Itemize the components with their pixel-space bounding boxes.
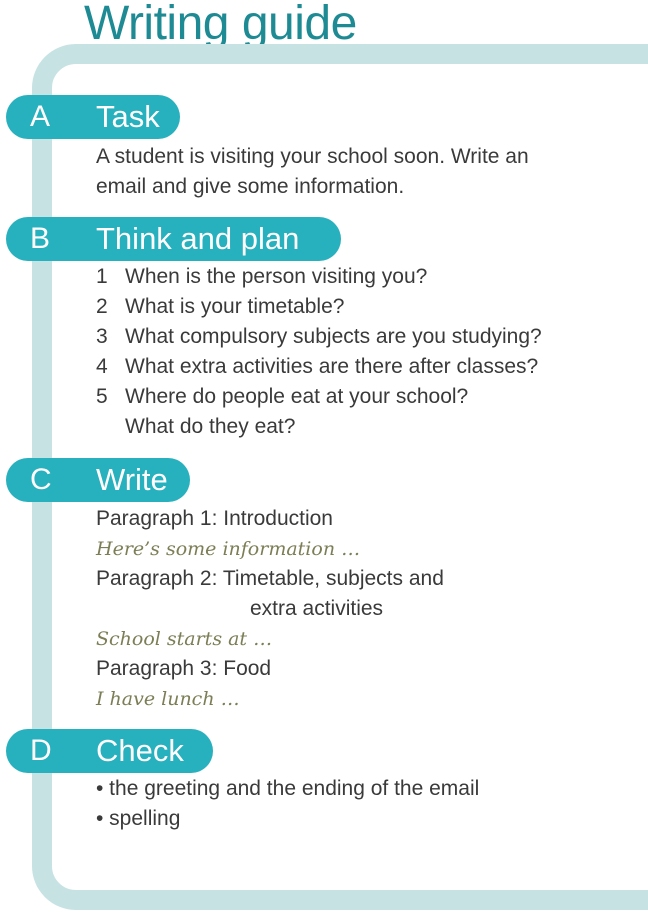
question-number: 2 (96, 295, 108, 318)
question-item (96, 352, 542, 382)
section-a-header (6, 95, 180, 139)
paragraph-2-label-continued: extra activities (250, 597, 384, 620)
check-item: • the greeting and the ending of the email (96, 777, 480, 800)
question-number: 3 (96, 325, 108, 348)
question-text: Where do people eat at your school? (125, 385, 469, 408)
question-number: 1 (96, 265, 108, 288)
think-and-plan-questions (96, 262, 542, 442)
section-a-text (96, 142, 529, 202)
paragraph-3-example: I have lunch … (96, 688, 240, 710)
question-text: What extra activities are there after classes? (125, 355, 539, 378)
section-c-heading: Write (96, 462, 168, 497)
paragraph-3-label: Paragraph 3: Food (96, 657, 272, 680)
question-item (96, 322, 542, 352)
question-text: What compulsory subjects are you studying? (125, 325, 542, 348)
question-text: When is the person visiting you? (125, 265, 428, 288)
section-a-letter: A (30, 100, 51, 133)
paragraph-1-example: Here’s some information … (96, 538, 361, 560)
check-list (96, 774, 479, 834)
section-c-header (6, 458, 190, 502)
question-text-continued: What do they eat? (125, 415, 296, 438)
section-a-text-line: A student is visiting your school soon. Write an (96, 145, 529, 168)
section-a-heading: Task (96, 99, 160, 134)
question-text: What is your timetable? (125, 295, 345, 318)
section-b-heading: Think and plan (96, 221, 300, 256)
section-d-header (6, 729, 213, 773)
question-item (96, 382, 542, 442)
paragraph-2-label: Paragraph 2: Timetable, subjects and (96, 567, 444, 590)
question-item (96, 292, 542, 322)
section-d-letter: D (30, 734, 52, 767)
paragraph-1-label: Paragraph 1: Introduction (96, 507, 333, 530)
question-number: 4 (96, 355, 108, 378)
section-a-text-line: email and give some information. (96, 175, 405, 198)
section-d-heading: Check (96, 733, 184, 768)
paragraph-2-example: School starts at … (96, 628, 273, 650)
section-b-letter: B (30, 222, 51, 255)
question-number: 5 (96, 385, 108, 408)
section-b-header (6, 217, 341, 261)
question-item (96, 262, 542, 292)
page-title: Writing guide (84, 0, 357, 50)
check-item: • spelling (96, 807, 181, 830)
section-c-letter: C (30, 463, 52, 496)
